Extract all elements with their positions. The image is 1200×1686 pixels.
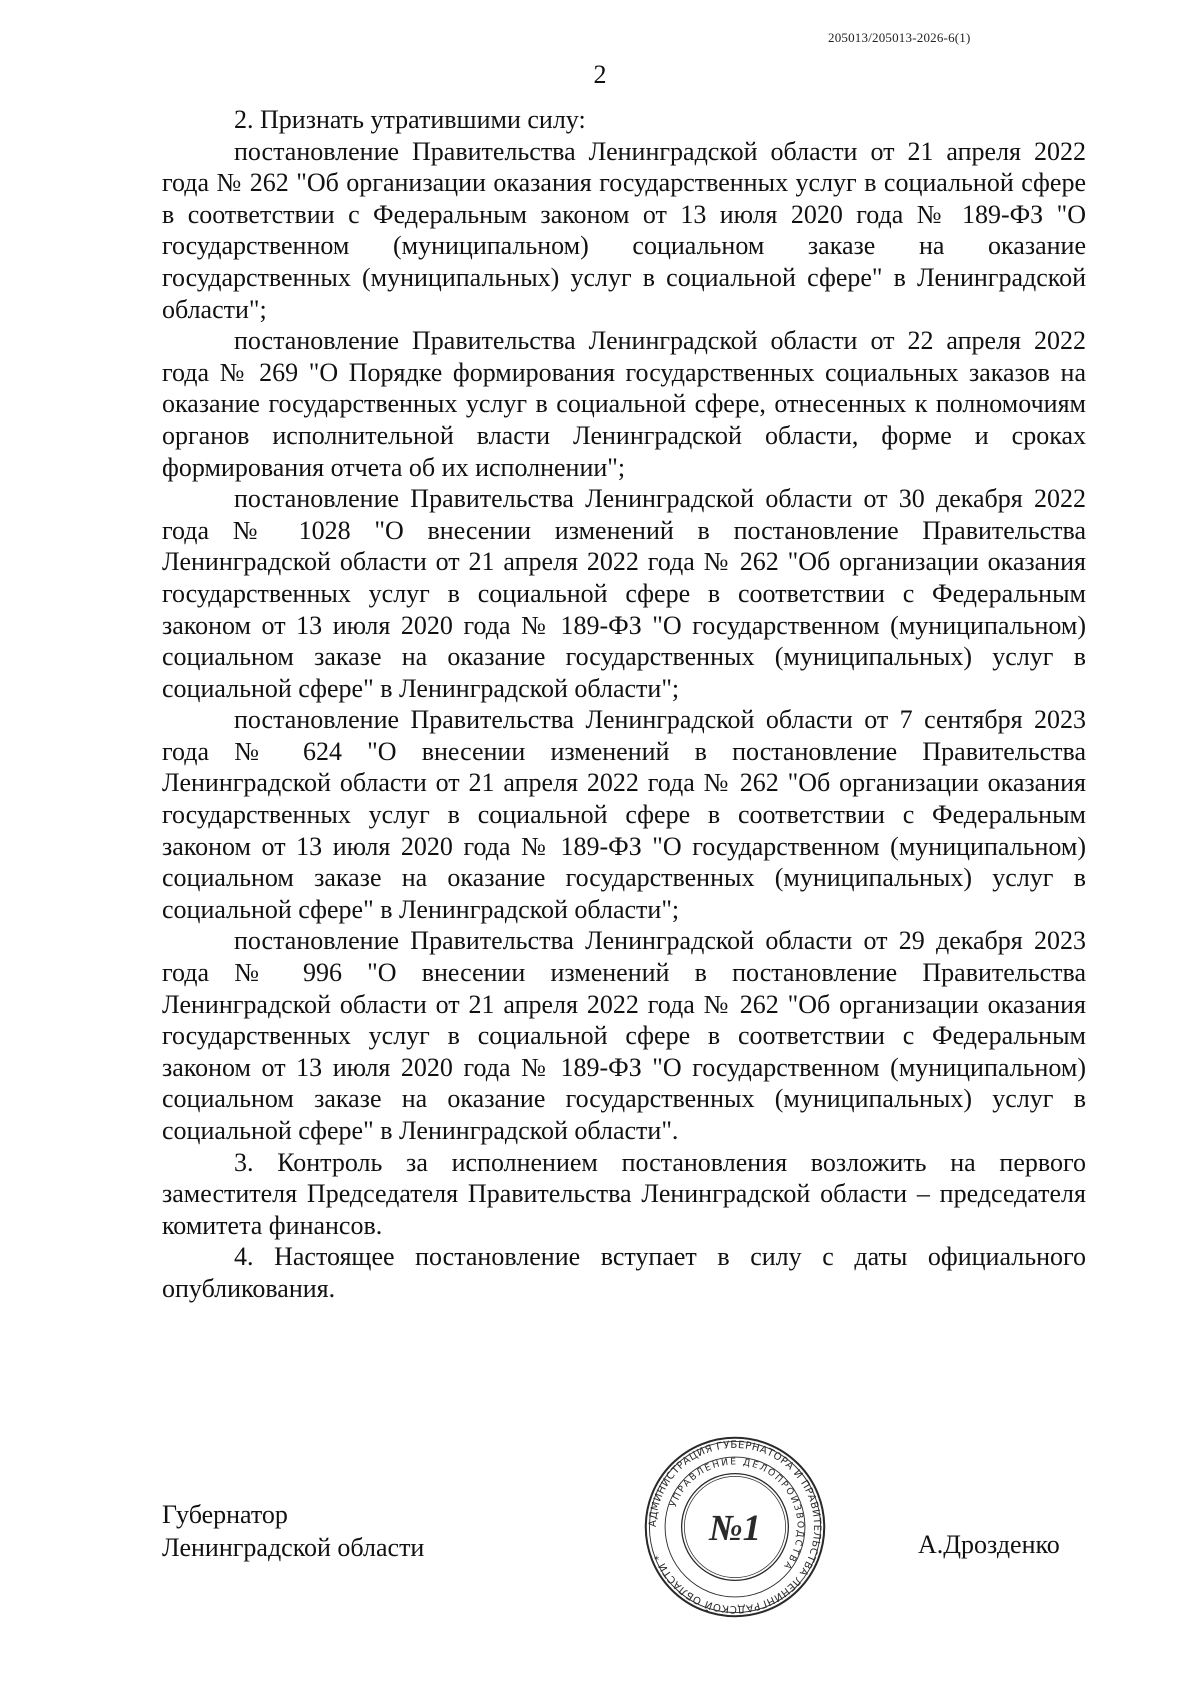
paragraph-resolution-624: постановление Правительства Ленинградской области от 7 сентября 2023 года № 624 "О внесении изменений в постановление Правительства Ленинградской области от 21 апреля 2022 года № 262 "Об организации оказания государственных услуг в социальной сфере в соответствии с Федеральным законом от 13 июля 2020 года № 189-ФЗ "О государственном (муниципальном) социальном заказе на оказание государственных (муниципальных) услуг в социальной сфере" в Ленинградской области"; bbox=[162, 705, 1086, 924]
stamp-center-number: №1 bbox=[708, 1506, 762, 1548]
signatory-position-line-2: Ленинградской области bbox=[162, 1533, 425, 1562]
signatory-position-line-1: Губернатор bbox=[162, 1500, 288, 1529]
paragraph-resolution-1028: постановление Правительства Ленинградской области от 30 декабря 2022 года № 1028 "О внесении изменений в постановление Правительства Ленинградской области от 21 апреля 2022 года № 262 "Об организации оказания государственных услуг в социальной сфере в соответствии с Федеральным законом от 13 июля 2020 года № 189-ФЗ "О государственном (муниципальном) социальном заказе на оказание государственных (муниципальных) услуг в социальной сфере" в Ленинградской области"; bbox=[162, 484, 1086, 703]
paragraph-item-2: 2. Признать утратившими силу: bbox=[234, 105, 586, 134]
stamp-outer-text: АДМИНИСТРАЦИЯ ГУБЕРНАТОРА И ПРАВИТЕЛЬСТВА ЛЕНИНГРАДСКОЙ ОБЛАСТИ * bbox=[647, 1439, 823, 1615]
signatory-position bbox=[162, 1498, 424, 1564]
document-body bbox=[162, 104, 1086, 1305]
page-number: 2 bbox=[593, 60, 607, 89]
stamp-inner-text: УПРАВЛЕНИЕ ДЕЛОПРОИЗВОДСТВА bbox=[667, 1456, 806, 1573]
paragraph-item-4: 4. Настоящее постановление вступает в силу с даты официального опубликования. bbox=[162, 1242, 1086, 1303]
official-seal-stamp bbox=[643, 1435, 827, 1619]
paragraph-resolution-996: постановление Правительства Ленинградской области от 29 декабря 2023 года № 996 "О внесении изменений в постановление Правительства Ленинградской области от 21 апреля 2022 года № 262 "Об организации оказания государственных услуг в социальной сфере в соответствии с Федеральным законом от 13 июля 2020 года № 189-ФЗ "О государственном (муниципальном) социальном заказе на оказание государственных (муниципальных) услуг в социальной сфере" в Ленинградской области". bbox=[162, 926, 1086, 1145]
paragraph-item-3: 3. Контроль за исполнением постановления возложить на первого заместителя Председателя Правительства Ленинградской области – председателя комитета финансов. bbox=[162, 1147, 1086, 1240]
paragraph-resolution-269: постановление Правительства Ленинградской области от 22 апреля 2022 года № 269 "О Порядке формирования государственных социальных заказов на оказание государственных услуг в социальной сфере, отнесенных к полномочиям органов исполнительной власти Ленинградской области, форме и сроках формирования отчета об их исполнении"; bbox=[162, 326, 1086, 482]
paragraph-resolution-262: постановление Правительства Ленинградской области от 21 апреля 2022 года № 262 "Об организации оказания государственных услуг в социальной сфере в соответствии с Федеральным законом от 13 июля 2020 года № 189-ФЗ "О государственном (муниципальном) социальном заказе на оказание государственных (муниципальных) услуг в социальной сфере" в Ленинградской области"; bbox=[162, 136, 1086, 324]
signatory-name: А.Дрозденко bbox=[918, 1530, 1060, 1559]
document-reference-number: 205013/205013-2026-6(1) bbox=[828, 30, 971, 45]
